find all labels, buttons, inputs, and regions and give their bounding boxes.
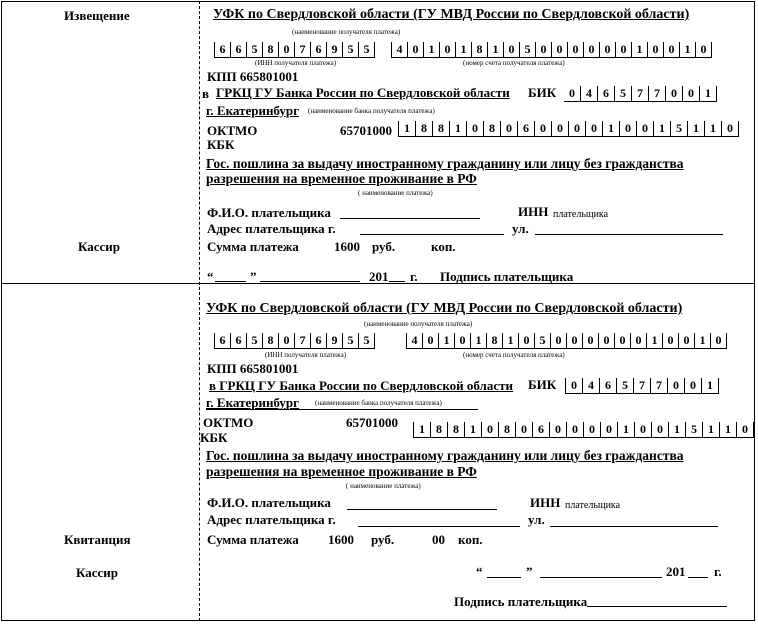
digit-cell: 6 <box>533 422 550 437</box>
receipt-kbk-cells <box>413 422 754 438</box>
digit-cell: 1 <box>618 422 635 437</box>
receipt-purpose-line1: Гос. пошлина за выдачу иностранному гражданину или лицу без гражданства <box>206 448 684 463</box>
digit-cell: 5 <box>247 42 263 57</box>
notice-city-field[interactable] <box>360 234 504 235</box>
receipt-account-cells <box>406 333 727 349</box>
digit-cell: 0 <box>567 422 584 437</box>
digit-cell: 0 <box>648 42 664 57</box>
digit-cell: 8 <box>431 422 448 437</box>
digit-cell: 1 <box>700 86 717 101</box>
digit-cell: 6 <box>231 333 247 348</box>
digit-cell: 1 <box>654 121 671 136</box>
notice-account-cells <box>391 42 712 58</box>
digit-cell: 5 <box>343 333 359 348</box>
digit-cell: 0 <box>620 121 637 136</box>
digit-cell: 0 <box>583 333 599 348</box>
digit-cell: 0 <box>569 121 586 136</box>
digit-cell: 0 <box>737 422 754 437</box>
notice-year-field[interactable] <box>389 281 405 282</box>
receipt-year-suffix: г. <box>714 564 722 579</box>
notice-oktmo-value: 65701000 <box>340 123 392 138</box>
digit-cell: 9 <box>327 42 343 57</box>
digit-cell: 1 <box>465 422 482 437</box>
notice-purpose-note: ( наименование платежа) <box>358 189 433 197</box>
notice-month-field[interactable] <box>260 281 360 282</box>
receipt-inn-note: (ИНН получателя платежа) <box>265 351 347 359</box>
receipt-street-label: ул. <box>528 512 545 527</box>
digit-cell: 0 <box>552 42 568 57</box>
digit-cell: 0 <box>685 378 702 393</box>
digit-cell: 6 <box>598 86 615 101</box>
digit-cell: 1 <box>488 42 504 57</box>
notice-year-label: 201 <box>369 269 389 284</box>
digit-cell: 7 <box>295 42 311 57</box>
digit-cell: 1 <box>702 378 719 393</box>
digit-cell: 0 <box>722 121 739 136</box>
notice-recipient-note: (наименование получателя платежа) <box>292 28 401 36</box>
digit-cell: 0 <box>586 121 603 136</box>
receipt-date-open: “ <box>476 564 483 579</box>
digit-cell: 0 <box>600 42 616 57</box>
digit-cell: 0 <box>279 333 295 348</box>
digit-cell: 6 <box>215 42 231 57</box>
notice-kbk-label: КБК <box>207 137 235 152</box>
receipt-bik-label: БИК <box>528 377 557 392</box>
receipt-inn-payer-sub: плательщика <box>565 500 621 511</box>
digit-cell: 1 <box>680 42 696 57</box>
digit-cell: 0 <box>535 121 552 136</box>
receipt-date-close: ” <box>526 564 533 579</box>
digit-cell: 0 <box>635 422 652 437</box>
receipt-kpp: КПП 665801001 <box>207 361 299 376</box>
notice-street-field[interactable] <box>535 234 723 235</box>
receipt-payer-label: Ф.И.О. плательщика <box>207 495 331 510</box>
digit-cell: 8 <box>263 333 279 348</box>
digit-cell: 0 <box>599 333 615 348</box>
digit-cell: 4 <box>583 378 600 393</box>
receipt-inn-payer-label: ИНН <box>530 495 561 510</box>
receipt-month-field[interactable] <box>540 577 662 578</box>
notice-label: Извещение <box>64 8 130 23</box>
digit-cell: 9 <box>327 333 343 348</box>
digit-cell: 0 <box>501 121 518 136</box>
digit-cell: 5 <box>359 42 375 57</box>
digit-cell: 1 <box>720 422 737 437</box>
digit-cell: 8 <box>487 333 503 348</box>
digit-cell: 6 <box>311 333 327 348</box>
notice-purpose-line1: Гос. пошлина за выдачу иностранному гражданину или лицу без гражданства <box>206 156 684 171</box>
digit-cell: 0 <box>551 333 567 348</box>
notice-bank-prefix: в <box>202 86 210 101</box>
notice-oktmo-label: ОКТМО <box>207 123 258 138</box>
notice-inn-payer-sub: плательщика <box>553 209 609 220</box>
digit-cell: 0 <box>711 333 727 348</box>
receipt-bik-cells <box>565 378 719 394</box>
notice-inn-cells <box>214 42 375 58</box>
digit-cell: 0 <box>566 378 583 393</box>
digit-cell: 0 <box>482 422 499 437</box>
receipt-city: г. Екатеринбург <box>206 395 300 410</box>
digit-cell: 8 <box>499 422 516 437</box>
digit-cell: 0 <box>666 86 683 101</box>
notice-bank-note: (наименование банка получателя платежа) <box>308 107 435 115</box>
receipt-recipient-note: (наименование получателя платежа) <box>364 320 473 328</box>
digit-cell: 0 <box>567 333 583 348</box>
digit-cell: 0 <box>631 333 647 348</box>
digit-cell: 0 <box>584 422 601 437</box>
notice-year-suffix: г. <box>410 269 418 284</box>
digit-cell: 6 <box>600 378 617 393</box>
digit-cell: 7 <box>634 378 651 393</box>
notice-inn-payer-label: ИНН <box>518 204 549 219</box>
notice-sum-label: Сумма платежа <box>207 239 299 254</box>
receipt-year-field[interactable] <box>688 577 708 578</box>
digit-cell: 7 <box>632 86 649 101</box>
digit-cell: 6 <box>215 333 231 348</box>
digit-cell: 0 <box>536 42 552 57</box>
digit-cell: 8 <box>416 121 433 136</box>
digit-cell: 0 <box>664 42 680 57</box>
digit-cell: 0 <box>663 333 679 348</box>
digit-cell: 0 <box>504 42 520 57</box>
digit-cell: 0 <box>279 42 295 57</box>
notice-bik-label: БИК <box>528 85 557 100</box>
digit-cell: 1 <box>450 121 467 136</box>
receipt-bank-note: (наименование банка получателя платежа) <box>315 399 442 407</box>
notice-date-open: “ <box>207 269 214 284</box>
digit-cell: 5 <box>617 378 634 393</box>
digit-cell: 0 <box>440 42 456 57</box>
digit-cell: 5 <box>615 86 632 101</box>
receipt-bank: в ГРКЦ ГУ Банка России по Свердловской области <box>209 378 513 393</box>
digit-cell: 7 <box>649 86 666 101</box>
digit-cell: 0 <box>519 333 535 348</box>
notice-payer-label: Ф.И.О. плательщика <box>207 205 331 220</box>
digit-cell: 5 <box>359 333 375 348</box>
notice-recipient: УФК по Свердловской области (ГУ МВД России по Свердловской области) <box>213 7 690 22</box>
notice-account-note: (номер счета получателя платежа) <box>463 59 565 67</box>
notice-bank: ГРКЦ ГУ Банка России по Свердловской области <box>216 85 510 100</box>
receipt-rub-label: руб. <box>371 532 395 547</box>
receipt-city-field[interactable] <box>358 526 520 527</box>
notice-cashier-label: Кассир <box>78 239 121 254</box>
digit-cell: 8 <box>433 121 450 136</box>
receipt-day-field[interactable] <box>487 577 521 578</box>
digit-cell: 8 <box>263 42 279 57</box>
receipt-signature-label: Подпись плательщика <box>454 594 588 609</box>
notice-rub-label: руб. <box>372 239 396 254</box>
digit-cell: 5 <box>535 333 551 348</box>
digit-cell: 0 <box>568 42 584 57</box>
digit-cell: 0 <box>637 121 654 136</box>
digit-cell: 8 <box>448 422 465 437</box>
receipt-oktmo-value: 65701000 <box>346 415 398 430</box>
receipt-label: Квитанция <box>64 532 131 547</box>
digit-cell: 7 <box>295 333 311 348</box>
receipt-kop-label: коп. <box>458 532 483 547</box>
receipt-purpose-note: ( наименование платежа) <box>346 482 421 490</box>
receipt-recipient: УФК по Свердловской области (ГУ МВД России по Свердловской области) <box>206 301 683 316</box>
digit-cell: 0 <box>601 422 618 437</box>
digit-cell: 0 <box>616 42 632 57</box>
digit-cell: 1 <box>603 121 620 136</box>
digit-cell: 4 <box>392 42 408 57</box>
digit-cell: 1 <box>705 121 722 136</box>
digit-cell: 1 <box>688 121 705 136</box>
notice-kbk-cells <box>398 121 739 137</box>
notice-address-label: Адрес плательщика г. <box>207 221 336 236</box>
digit-cell: 7 <box>651 378 668 393</box>
digit-cell: 0 <box>423 333 439 348</box>
digit-cell: 6 <box>231 42 247 57</box>
notice-city: г. Екатеринбург <box>206 103 300 118</box>
notice-kpp: КПП 665801001 <box>207 69 299 84</box>
receipt-cashier-label: Кассир <box>76 565 119 580</box>
digit-cell: 1 <box>399 121 416 136</box>
digit-cell: 1 <box>471 333 487 348</box>
digit-cell: 0 <box>455 333 471 348</box>
digit-cell: 0 <box>564 86 581 101</box>
digit-cell: 0 <box>683 86 700 101</box>
notice-street-label: ул. <box>512 221 529 236</box>
digit-cell: 1 <box>695 333 711 348</box>
notice-payer-field[interactable] <box>340 218 480 219</box>
receipt-address-label: Адрес плательщика г. <box>207 512 336 527</box>
notice-day-field[interactable] <box>215 281 246 282</box>
digit-cell: 5 <box>671 121 688 136</box>
receipt-oktmo-label: ОКТМО <box>203 415 254 430</box>
receipt-kop-value: 00 <box>432 532 445 547</box>
digit-cell: 5 <box>343 42 359 57</box>
digit-cell: 0 <box>552 121 569 136</box>
digit-cell: 1 <box>439 333 455 348</box>
digit-cell: 0 <box>696 42 712 57</box>
digit-cell: 0 <box>615 333 631 348</box>
digit-cell: 5 <box>520 42 536 57</box>
digit-cell: 4 <box>407 333 423 348</box>
digit-cell: 0 <box>516 422 533 437</box>
notice-date-close: ” <box>250 269 257 284</box>
notice-purpose-line2: разрешения на временное проживание в РФ <box>206 171 477 186</box>
digit-cell: 0 <box>652 422 669 437</box>
digit-cell: 6 <box>311 42 327 57</box>
receipt-signature-field[interactable] <box>587 606 727 607</box>
receipt-kbk-label: КБК <box>200 430 228 445</box>
digit-cell: 0 <box>584 42 600 57</box>
receipt-year-label: 201 <box>666 564 686 579</box>
digit-cell: 1 <box>456 42 472 57</box>
digit-cell: 1 <box>424 42 440 57</box>
digit-cell: 1 <box>632 42 648 57</box>
digit-cell: 1 <box>669 422 686 437</box>
vertical-separator <box>199 1 200 621</box>
digit-cell: 8 <box>472 42 488 57</box>
digit-cell: 1 <box>703 422 720 437</box>
digit-cell: 6 <box>518 121 535 136</box>
digit-cell: 8 <box>484 121 501 136</box>
digit-cell: 1 <box>647 333 663 348</box>
receipt-street-field[interactable] <box>550 526 718 527</box>
digit-cell: 0 <box>550 422 567 437</box>
receipt-purpose-line2: разрешения на временное проживание в РФ <box>206 464 477 479</box>
digit-cell: 4 <box>581 86 598 101</box>
digit-cell: 1 <box>414 422 431 437</box>
notice-signature-label: Подпись плательщика <box>440 269 574 284</box>
notice-kop-label: коп. <box>431 239 456 254</box>
receipt-sum-value: 1600 <box>328 532 354 547</box>
digit-cell: 0 <box>679 333 695 348</box>
notice-bik-cells <box>564 86 717 102</box>
notice-inn-note: (ИНН получателя платежа) <box>255 59 337 67</box>
digit-cell: 1 <box>503 333 519 348</box>
digit-cell: 0 <box>467 121 484 136</box>
receipt-sum-label: Сумма платежа <box>207 532 299 547</box>
digit-cell: 5 <box>247 333 263 348</box>
receipt-inn-cells <box>214 333 375 349</box>
digit-cell: 0 <box>668 378 685 393</box>
digit-cell: 5 <box>686 422 703 437</box>
digit-cell: 0 <box>408 42 424 57</box>
receipt-payer-field[interactable] <box>347 509 497 510</box>
notice-sum-value: 1600 <box>334 239 360 254</box>
receipt-account-note: (номер счета получателя платежа) <box>463 351 565 359</box>
receipt-bank-underline <box>206 409 478 410</box>
